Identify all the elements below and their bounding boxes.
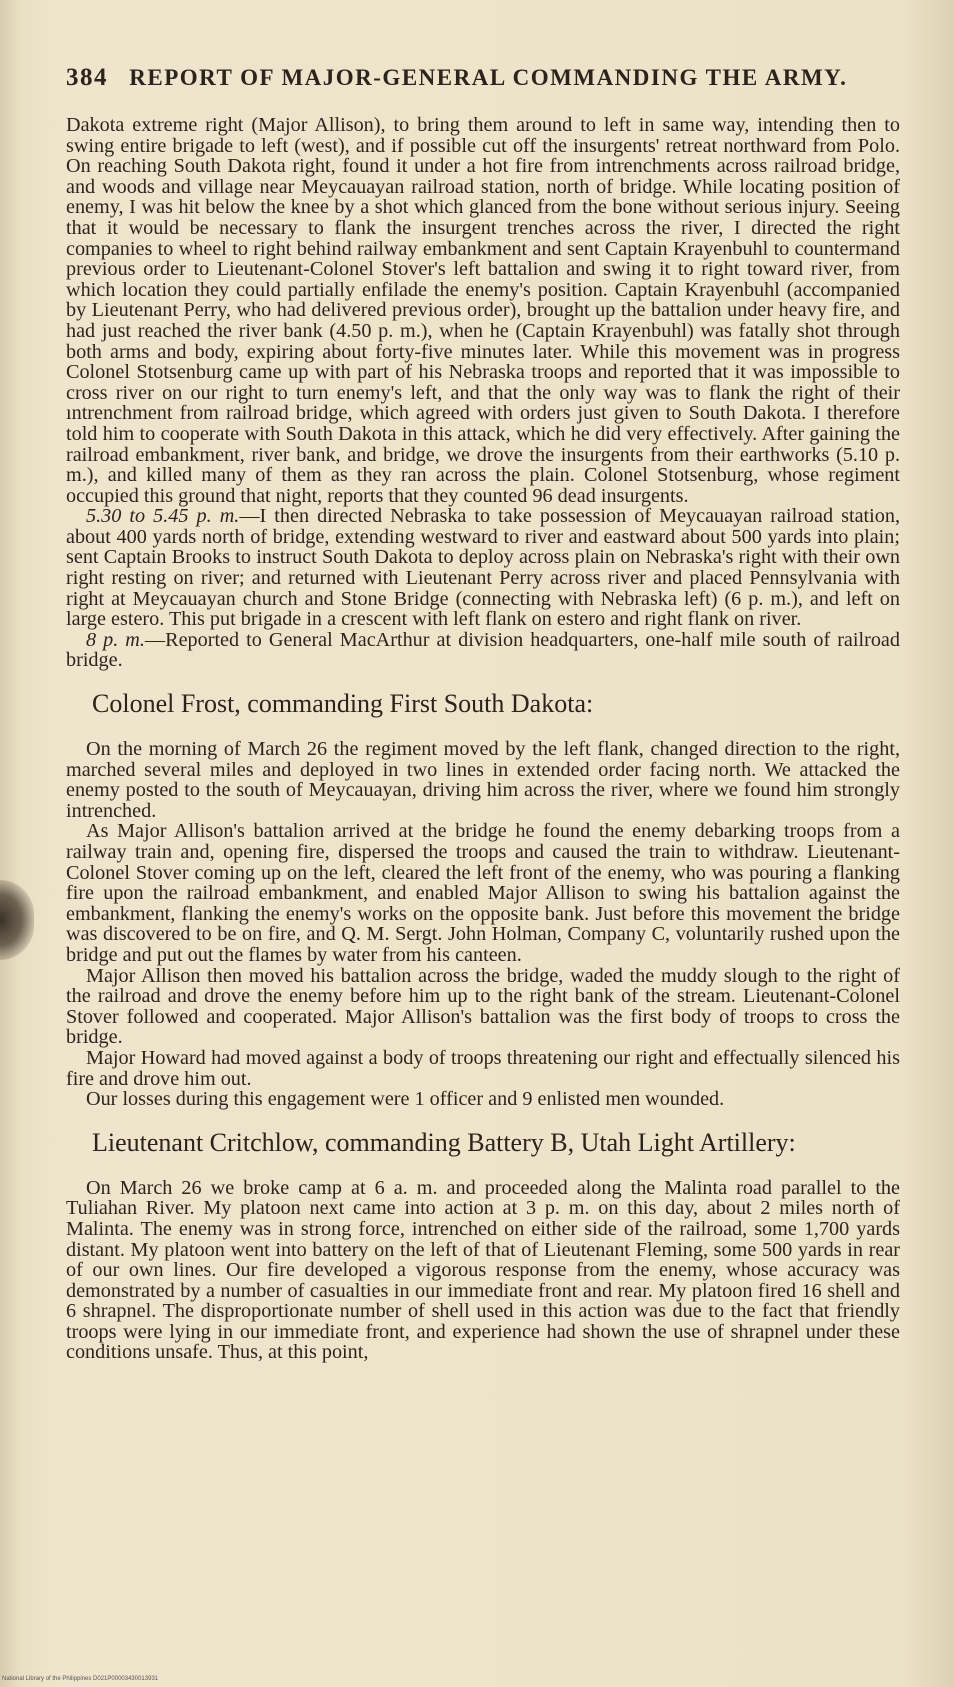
paragraph: Major Howard had moved against a body of troops threatening our right and effectually silenced his fire and drove him out. [66, 1046, 900, 1090]
paragraph: As Major Allison's battalion arrived at the bridge he found the enemy debarking troops from a railway train and, opening fire, dispersed the troops and caused the train to withdraw. Lieutenant-Colonel Stover coming up on the left, cleared the left front of the enemy, who was pouring a flanking fire upon the railroad embankment, and enabled Major Allison to swing his battalion against the embankment, flanking the enemy's works on the opposite bank. Just before this movement the bridge was discovered to be on fire, and Q. M. Sergt. John Holman, Company C, voluntarily rushed upon the bridge and put out the flames by water from his canteen. [66, 820, 900, 966]
paragraph-8pm [66, 630, 900, 671]
section-heading-frost: Colonel Frost, commanding First South Dakota: [92, 689, 594, 719]
page-number: 384 [66, 64, 108, 91]
paragraph: Major Allison then moved his battalion across the bridge, waded the muddy slough to the right of the railroad and drove the enemy before him up to the right bank of the stream. Lieutenant-Colonel Stover followed and cooperated. Major Allison's battalion was the first body of troops to cross the bridge. [66, 964, 900, 1049]
paragraph: Our losses during this engagement were 1 officer and 9 enlisted men wounded. [86, 1088, 725, 1111]
binding-shadow [0, 880, 34, 960]
page-body [66, 115, 900, 1363]
page-header [66, 64, 886, 92]
running-title: REPORT OF MAJOR-GENERAL COMMANDING THE ARMY. [129, 65, 848, 90]
paragraph: On the morning of March 26 the regiment moved by the left flank, changed direction to the right, marched several miles and deployed in two lines in extended order facing north. We attacked the enemy posted to the south of Meycauayan, driving him across the river, where we found him strongly intrenched. [66, 738, 900, 822]
paragraph-text: —I then directed Nebraska to take possession of Meycauayan railroad station, about 400 yards north of bridge, extending westward to river and eastward about 500 yards into plain; sent Captain Brooks to instruct South Dakota to deploy across plain on Nebraska's right with their own right resting on river; and returned with Lieutenant Perry across river and placed Pennsylvania with right at Meycauayan church and Stone Bridge (connecting with Nebraska left) (6 p. m.), and left on large estero. This put brigade in a crescent with left flank on estero and right flank on river. [66, 505, 901, 631]
scan-footer: National Library of the Philippines D021P00003430013931 [2, 1676, 159, 1682]
paragraph: On March 26 we broke camp at 6 a. m. and proceeded along the Malinta road parallel to the Tuliahan River. My platoon next came into action at 3 p. m. on this day, about 2 miles north of Malinta. The enemy was in strong force, intrenched on either side of the railroad, some 1,700 yards distant. My platoon went into battery on the left of that of Lieutenant Fleming, some 500 yards in rear of our own lines. Our fire developed a vigorous response from the enemy, whose accuracy was demonstrated by a number of casualties in our immediate front and rear. My platoon fired 16 shell and 6 shrapnel. The disproportionate number of shell used in this action was due to the fact that friendly troops were lying in our immediate front, and experience had shown the use of shrapnel under these conditions unsafe. Thus, at this point, [66, 1176, 900, 1364]
paragraph-text: —Reported to General MacArthur at division headquarters, one-half mile south of railroad bridge. [66, 628, 900, 672]
section-heading-critchlow: Lieutenant Critchlow, commanding Battery B, Utah Light Artillery: [92, 1127, 796, 1157]
paragraph-continued: Dakota extreme right (Major Allison), to bring them around to left in same way, intending then to swing entire brigade to left (west), and if possible cut off the insurgents' retreat northward from Polo. On reaching South Dakota right, found it under a hot fire from intrenchments across railroad bridge, and woods and village near Meycauayan railroad station, north of bridge. While locating position of enemy, I was hit below the knee by a shot which glanced from the bone without serious injury. Seeing that it would be necessary to flank the insurgent trenches across the river, I directed the right companies to wheel to right behind railway embankment and sent Captain Krayenbuhl to countermand previous order to Lieutenant-Colonel Stover's left battalion and swing it to right toward river, from which location they could partially enfilade the enemy's position. Captain Krayenbuhl (accompanied by Lieutenant Perry, who had delivered previous order), brought up the battalion under heavy fire, and had just reached the river bank (4.50 p. m.), when he (Captain Krayenbuhl) was fatally shot through both arms and body, expiring about forty-five minutes later. While this movement was in progress Colonel Stotsenburg came up with part of his Nebraska troops and reported that it was impossible to cross river on our right to turn enemy's left, and that the only way was to flank the right of their ıntrenchment from railroad bridge, which agreed with orders just given to South Dakota. I therefore told him to cooperate with South Dakota in this attack, which he did very effectively. After gaining the railroad embankment, river bank, and bridge, we drove the insurgents from their earthworks (5.10 p. m.), and killed many of them as they ran across the plain. Colonel Stotsenburg, whose regiment occupied this ground that night, reports that they counted 96 dead insurgents. [66, 114, 900, 507]
time-stamp: 5.30 to 5.45 p. m. [86, 505, 240, 528]
time-stamp: 8 p. m. [86, 628, 145, 651]
paragraph-530 [66, 506, 900, 630]
